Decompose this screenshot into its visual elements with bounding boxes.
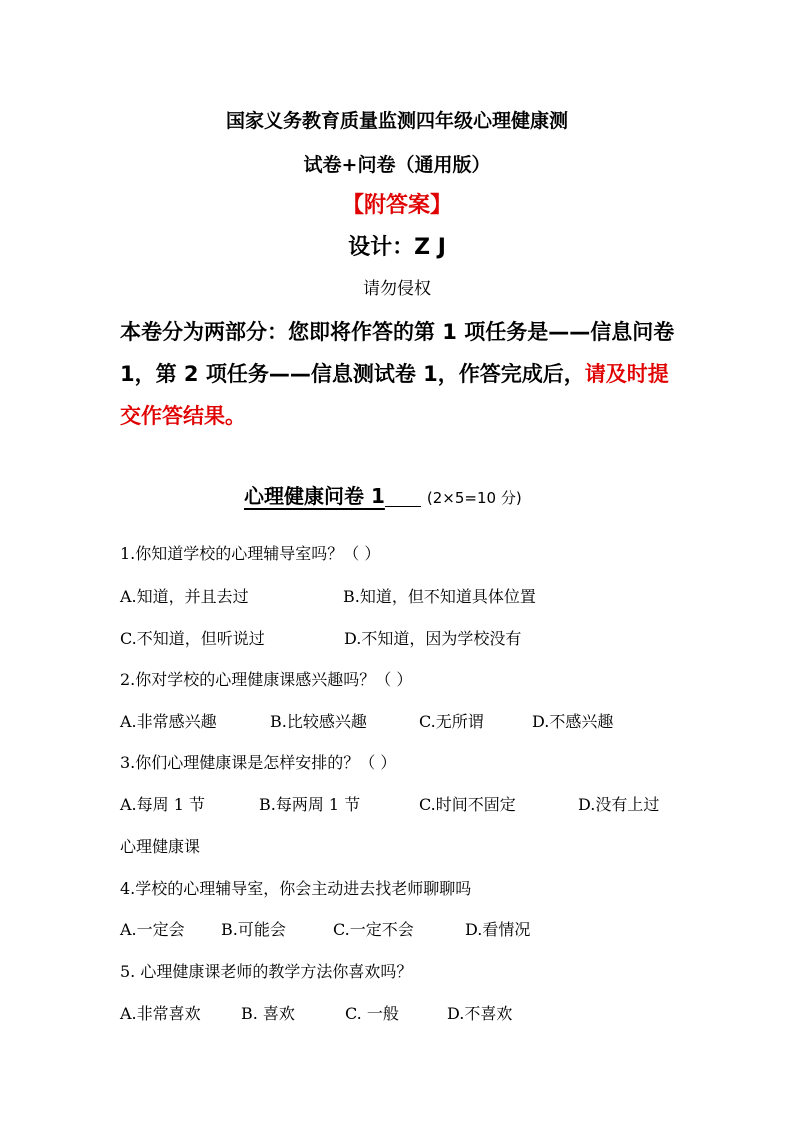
question-4-option-d[interactable]: D.看情况	[465, 920, 531, 939]
document-title-line1: 国家义务教育质量监测四年级心理健康测	[225, 110, 568, 132]
question-1-option-d[interactable]: D.不知道，因为学校没有	[344, 629, 522, 648]
question-3-option-a[interactable]: A.每周 1 节	[120, 795, 205, 814]
question-4-option-a[interactable]: A.一定会	[120, 920, 185, 939]
intro-paragraph	[120, 311, 680, 437]
question-2-option-a[interactable]: A.非常感兴趣	[120, 712, 217, 731]
question-1-option-a[interactable]: A.知道，并且去过	[120, 587, 249, 606]
document-title-line2: 试卷+问卷（通用版）	[303, 154, 491, 176]
question-5-option-b[interactable]: B. 喜欢	[241, 1004, 295, 1023]
question-1-option-b[interactable]: B.知道，但不知道具体位置	[343, 587, 536, 606]
question-2-option-d[interactable]: D.不感兴趣	[532, 712, 614, 731]
question-2-option-c[interactable]: C.无所谓	[419, 712, 484, 731]
copyright-notice: 请勿侵权	[363, 279, 431, 299]
question-5-option-a[interactable]: A.非常喜欢	[120, 1004, 201, 1023]
intro-submit-reminder: 请及时提交作答结果。	[120, 362, 669, 428]
question-5-stem: 5. 心理健康课老师的教学方法你喜欢吗？	[120, 962, 413, 981]
question-3-option-b[interactable]: B.每两周 1 节	[259, 795, 361, 814]
question-5-option-c[interactable]: C. 一般	[345, 1004, 399, 1023]
questionnaire-title: 心理健康问卷 1	[244, 484, 385, 508]
question-2-option-b[interactable]: B.比较感兴趣	[270, 712, 367, 731]
answer-tag: 【附答案】	[341, 193, 452, 218]
question-1-option-c[interactable]: C.不知道，但听说过	[120, 629, 265, 648]
question-1-stem: 1.你知道学校的心理辅导室吗？（ ）	[120, 544, 381, 563]
questionnaire-score: (2×5=10 分)	[426, 489, 522, 507]
question-3-stem: 3.你们心理健康课是怎样安排的？（ ）	[120, 753, 397, 772]
question-4-option-b[interactable]: B.可能会	[221, 920, 286, 939]
intro-text: 本卷分为两部分：您即将作答的第 1 项任务是——信息问卷 1，第 2 项任务——信息测试卷 1，作答完成后，	[120, 320, 675, 386]
question-3-option-continuation: 心理健康课	[120, 837, 201, 856]
question-3-option-c[interactable]: C.时间不固定	[419, 795, 516, 814]
questionnaire-heading	[244, 480, 522, 509]
question-2-stem: 2.你对学校的心理健康课感兴趣吗？（ ）	[120, 670, 413, 689]
question-4-option-c[interactable]: C.一定不会	[333, 920, 414, 939]
question-5-option-d[interactable]: D.不喜欢	[447, 1004, 513, 1023]
question-4-stem: 4.学校的心理辅导室，你会主动进去找老师聊聊吗	[120, 879, 472, 898]
question-3-option-d[interactable]: D.没有上过	[578, 795, 660, 814]
designer-line: 设计：Z J	[348, 235, 446, 260]
title-underline	[385, 486, 421, 507]
